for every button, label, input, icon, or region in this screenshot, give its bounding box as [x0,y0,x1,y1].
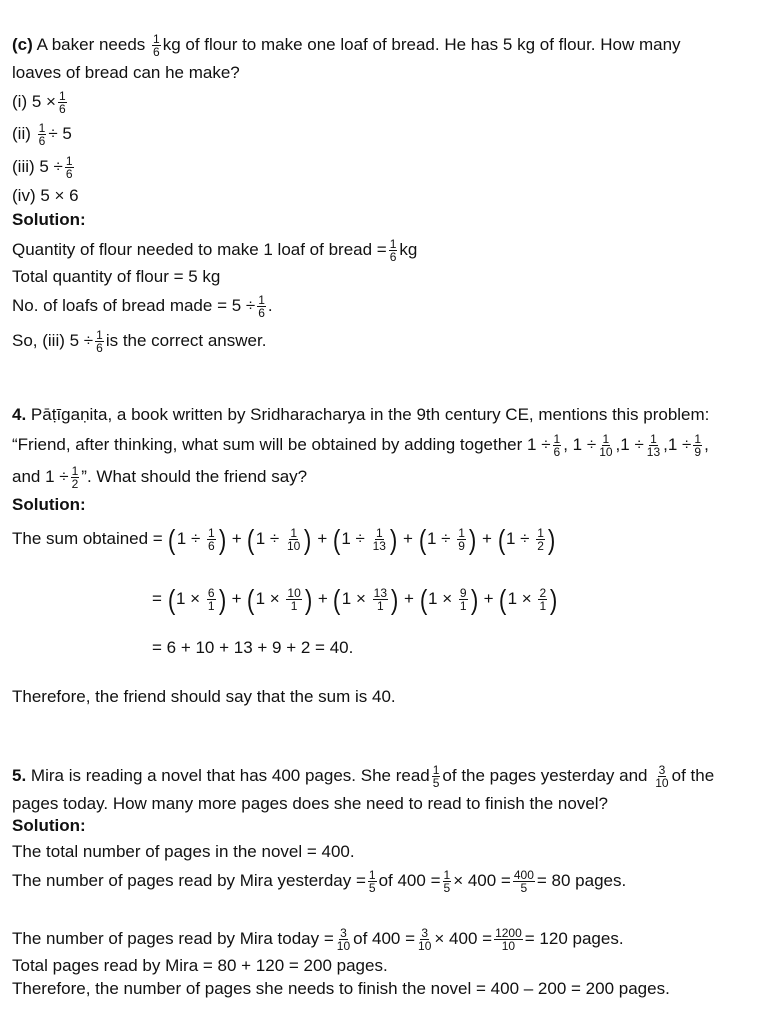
expression-term [418,523,478,555]
fraction: $\frac{1}{6}$ [208,526,215,553]
plus-sign: + [226,588,247,608]
term-operator: 1 ÷ [427,528,456,548]
term-operator: 1 × [255,588,285,608]
left-paren: ( [497,523,506,555]
qc-option-1: (i) 5 × $\frac{1}{6}$ [12,89,66,116]
q5-solution-line-2: The number of pages read by Mira yesterday = $\frac{1}{5}$ of 400 = $\frac{1}{5}$ × 400 = $\frac{400}{5}$ = 80 pages. [12,868,627,895]
plus-sign: + [398,528,418,548]
qc-option-2: (ii) $\frac{1}{6}$ ÷ 5 [12,121,72,148]
left-paren: ( [419,583,428,615]
expression-term [332,523,398,555]
q5-solution-line-3: The number of pages read by Mira today = $\frac{3}{10}$ of 400 = $\frac{3}{10}$ × 400 = $\frac{1200}{10}$ = 120 pages. [12,926,624,953]
qc-option-3: (iii) 5 ÷ $\frac{1}{6}$ [12,154,73,181]
qc-solution-line-3: No. of loafs of bread made = 5 ÷ $\frac{1}{6}$ . [12,293,273,320]
term-operator: 1 ÷ [255,528,284,548]
plus-sign: + [477,528,497,548]
fraction: $\frac{13}{1}$ [373,586,387,613]
fraction: $\frac{1}{5}$ [432,763,440,790]
qc-solution-line-4: So, (iii) 5 ÷ $\frac{1}{6}$ is the correct answer. [12,328,267,355]
fraction: $\frac{1}{2}$ [537,526,544,553]
q5-line-1: 5. Mira is reading a novel that has 400 pages. She read $\frac{1}{5}$ of the pages yesterday and $\frac{3}{10}$ of the [12,763,715,790]
right-paren: ) [218,583,226,615]
right-paren: ) [218,523,227,555]
fraction: $\frac{1}{13}$ [646,432,661,459]
fraction: $\frac{1}{13}$ [372,526,386,553]
fraction: $\frac{3}{10}$ [655,763,669,790]
right-paren: ) [547,523,556,555]
q4-conclusion: Therefore, the friend should say that the sum is 40. [12,687,396,706]
plus-sign: + [399,588,419,608]
fraction: $\frac{1}{6}$ [65,154,73,181]
q5-solution-line-4: Total pages read by Mira = 80 + 120 = 200 pages. [12,956,388,975]
expression-term [497,523,557,555]
left-paren: ( [247,523,255,555]
expression-term [167,583,227,615]
fraction: $\frac{3}{10}$ [336,926,351,953]
q5-solution-line-5: Therefore, the number of pages she needs to finish the novel = 400 – 200 = 200 pages. [12,979,670,998]
q4-number: 4. [12,405,27,424]
right-paren: ) [304,523,312,555]
fraction: $\frac{6}{1}$ [207,586,215,613]
fraction: $\frac{1}{5}$ [368,868,376,895]
expression-term [419,583,479,615]
term-operator: 1 ÷ [176,528,206,548]
expression-term [167,523,227,555]
left-paren: ( [247,583,255,615]
qc-option-4: (iv) 5 × 6 [12,186,79,205]
fraction: $\frac{1}{6}$ [58,89,66,116]
fraction: $\frac{400}{5}$ [513,868,534,895]
right-paren: ) [304,583,313,615]
qc-solution-line-1: Quantity of flour needed to make 1 loaf of bread = $\frac{1}{6}$ kg [12,237,418,264]
fraction: $\frac{1}{6}$ [153,32,160,59]
term-operator: 1 × [507,588,537,608]
expression-term [246,523,312,555]
plus-sign: + [478,588,499,608]
right-paren: ) [390,583,399,615]
fraction: $\frac{9}{1}$ [459,586,467,613]
term-operator: 1 ÷ [505,528,535,548]
q5-solution-label: Solution: [12,816,86,835]
right-paren: ) [550,583,558,615]
right-paren: ) [389,523,398,555]
left-paren: ( [167,583,176,615]
q4-line-3: and 1 ÷ $\frac{1}{2}$ ”. What should the friend say? [12,464,308,491]
right-paren: ) [468,523,477,555]
fraction: $\frac{1}{6}$ [38,121,46,148]
q4-line-1: 4. Pāṭīgaṇita, a book written by Sridharacharya in the 9th century CE, mentions this problem: [12,405,710,424]
fraction: $\frac{1200}{10}$ [495,926,522,953]
qc-solution-line-2: Total quantity of flour = 5 kg [12,267,221,286]
expression-term [332,583,399,615]
expression-term [498,583,558,615]
fraction: $\frac{1}{6}$ [553,432,561,459]
term-operator: 1 ÷ [341,528,370,548]
qc-solution-label: Solution: [12,210,86,229]
plus-sign: + [227,528,247,548]
q5-number: 5. [12,765,27,785]
fraction: $\frac{1}{6}$ [96,328,103,355]
q4-sum-expression: The sum obtained = (1 ÷ $\frac{1}{6}$ ) + (1 ÷ $\frac{1}{10}$ ) + (1 ÷ $\frac{1}{13}$ ) + (1 ÷ $\frac{1}{9}$ ) + (1 ÷ $\frac{1}{2}$ ) [12,523,556,555]
q4-line-2: “Friend, after thinking, what sum will be obtained by adding together 1 ÷ $\frac{1}{6}$ , 1 ÷ $\frac{1}{10}$ ,1 ÷ $\frac{1}{13}$ ,1 ÷ $\frac{1}{9}$ , [12,432,709,459]
right-paren: ) [470,583,478,615]
qc-line-1: (c) A baker needs $\frac{1}{6}$ kg of flour to make one loaf of bread. He has 5 kg of flour. How many [12,32,681,59]
fraction: $\frac{1}{6}$ [389,237,397,264]
term-operator: 1 × [428,588,457,608]
left-paren: ( [168,523,176,555]
fraction: $\frac{1}{10}$ [599,432,613,459]
fraction: $\frac{1}{6}$ [258,293,265,320]
term-operator: 1 × [341,588,371,608]
q5-line-2: pages today. How many more pages does she need to read to finish the novel? [12,794,609,813]
expression-term [246,583,313,615]
fraction: $\frac{1}{10}$ [286,526,301,553]
multiply-terms [167,583,559,615]
qc-label: (c) [12,34,33,54]
left-paren: ( [332,523,341,555]
left-paren: ( [418,523,427,555]
q5-solution-line-1: The total number of pages in the novel = 400. [12,842,355,861]
fraction: $\frac{10}{1}$ [287,586,301,613]
plus-sign: + [312,528,333,548]
fraction: $\frac{1}{9}$ [694,432,702,459]
left-paren: ( [499,583,507,615]
fraction: $\frac{1}{9}$ [458,526,465,553]
q4-solution-label: Solution: [12,495,86,514]
fraction: $\frac{3}{10}$ [418,926,432,953]
qc-line-2: loaves of bread can he make? [12,63,240,82]
q4-result-line: = 6 + 10 + 13 + 9 + 2 = 40. [152,638,354,657]
fraction: $\frac{1}{5}$ [443,868,451,895]
fraction: $\frac{2}{1}$ [539,586,547,613]
fraction: $\frac{1}{2}$ [71,464,79,491]
left-paren: ( [333,583,341,615]
plus-sign: + [313,588,333,608]
term-operator: 1 × [176,588,205,608]
q4-multiply-expression: = (1 × $\frac{6}{1}$ ) + (1 × $\frac{10}{1}$ ) + (1 × $\frac{13}{1}$ ) + (1 × $\frac{9}{1}$ ) + (1 × $\frac{2}{1}$ ) [152,583,558,615]
